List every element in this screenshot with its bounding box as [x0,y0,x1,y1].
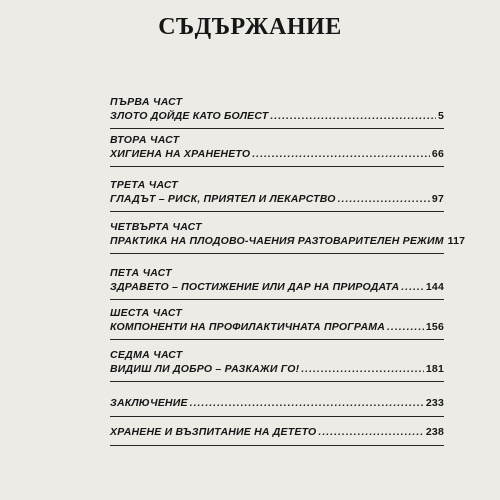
toc-entry-part-2 [110,134,444,161]
toc-entry-part-6 [110,307,444,334]
toc-row [110,320,444,334]
page-number: 181 [425,363,444,375]
toc-row [110,280,444,294]
toc-row [110,362,444,376]
dot-leader [252,147,430,161]
separator-line [110,253,444,254]
separator-line [110,339,444,340]
page-number: 144 [425,281,444,293]
toc-entry-part-4 [110,221,466,248]
toc-entry-part-1 [110,96,444,123]
chapter-title: ЗЛОТО ДОЙДЕ КАТО БОЛЕСТ [110,110,269,122]
toc-row [110,147,444,161]
page-number: 117 [447,235,466,247]
part-label: ЧЕТВЪРТА ЧАСТ [110,221,202,233]
separator-line [110,128,444,129]
toc-entry-part-3 [110,179,444,206]
chapter-title: КОМПОНЕНТИ НА ПРОФИЛАКТИЧНАТА ПРОГРАМА [110,321,385,333]
dot-leader [190,396,424,410]
page-number: 66 [431,148,444,160]
separator-line [110,445,444,446]
toc-row [110,396,444,410]
dot-leader [318,425,423,439]
toc-entry-child-nutrition [110,425,444,439]
part-label: ПЪРВА ЧАСТ [110,96,183,108]
toc-row [110,109,444,123]
dot-leader [401,280,424,294]
toc-row [110,425,444,439]
separator-line [110,299,444,300]
toc-entry-conclusion [110,396,444,410]
dot-leader [338,192,430,206]
part-label: СЕДМА ЧАСТ [110,349,183,361]
chapter-title: ЗАКЛЮЧЕНИЕ [110,397,188,409]
chapter-title: ГЛАДЪТ – РИСК, ПРИЯТЕЛ И ЛЕКАРСТВО [110,193,336,205]
dot-leader [301,362,424,376]
page-number: 97 [431,193,444,205]
page-number: 5 [437,110,444,122]
page-number: 233 [425,397,444,409]
separator-line [110,211,444,212]
dot-leader [387,320,424,334]
separator-line [110,381,444,382]
part-label: ПЕТА ЧАСТ [110,267,172,279]
separator-line [110,416,444,417]
chapter-title: ПРАКТИКА НА ПЛОДОВО-ЧАЕНИЯ РАЗТОВАРИТЕЛЕН РЕЖИМ [110,235,444,247]
part-label: ВТОРА ЧАСТ [110,134,180,146]
chapter-title: ХИГИЕНА НА ХРАНЕНЕТО [110,148,251,160]
chapter-title: ВИДИШ ЛИ ДОБРО – РАЗКАЖИ ГО! [110,363,300,375]
page-title: СЪДЪРЖАНИЕ [158,14,342,40]
toc-entry-part-5 [110,267,444,294]
chapter-title: ХРАНЕНЕ И ВЪЗПИТАНИЕ НА ДЕТЕТО [110,426,317,438]
part-label: ШЕСТА ЧАСТ [110,307,183,319]
toc-row [110,234,466,248]
dot-leader [270,109,436,123]
page-number: 156 [425,321,444,333]
toc-row [110,192,444,206]
toc-entry-part-7 [110,349,444,376]
page-number: 238 [425,426,444,438]
chapter-title: ЗДРАВЕТО – ПОСТИЖЕНИЕ ИЛИ ДАР НА ПРИРОДАТА [110,281,400,293]
separator-line [110,166,444,167]
part-label: ТРЕТА ЧАСТ [110,179,179,191]
